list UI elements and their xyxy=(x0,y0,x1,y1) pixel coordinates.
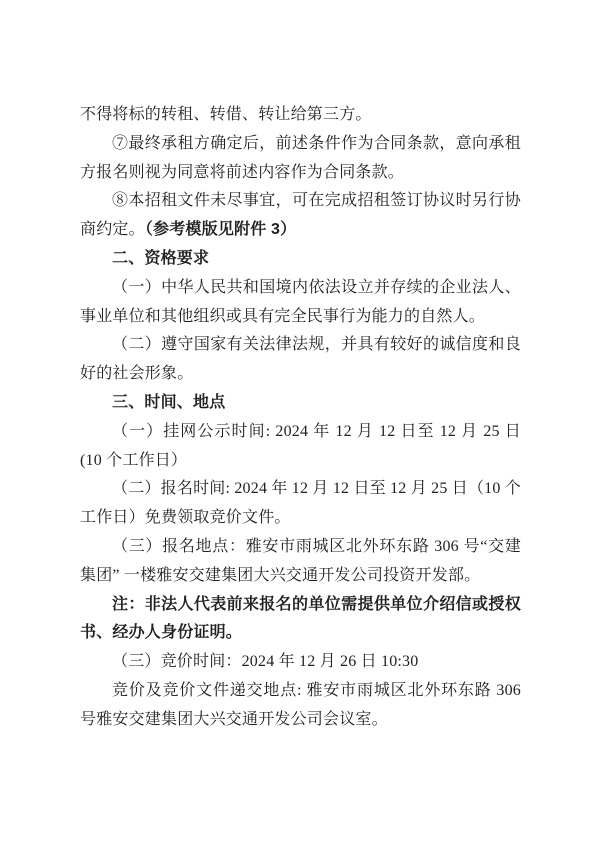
paragraph-note xyxy=(80,591,521,649)
text-run: （一）挂网公示时间: 2024 年 12 月 12 日至 12 月 25 日(10 个工作日） xyxy=(80,422,521,469)
paragraph-registration-place xyxy=(80,533,521,591)
paragraph-clause-8 xyxy=(80,187,521,245)
paragraph-qualification-1 xyxy=(80,274,521,332)
text-run: （三）报名地点：雅安市雨城区北外环东路 306 号“交建集团” 一楼雅安交建集团大兴交通开发公司投资开发部。 xyxy=(80,537,521,584)
paragraph-public-notice-time xyxy=(80,418,521,476)
text-run: （三）竞价时间：2024 年 12 月 26 日 10:30 xyxy=(112,653,419,671)
attachment-reference-bold: （参考模版见附件 3） xyxy=(144,221,297,239)
paragraph-bidding-place xyxy=(80,677,521,735)
text-run: 竞价及竞价文件递交地点: 雅安市雨城区北外环东路 306 号雅安交建集团大兴交通开发公司会议室。 xyxy=(80,681,521,728)
text-run: ⑦最终承租方确定后，前述条件作为合同条款，意向承租方报名则视为同意将前述内容作为合同条款。 xyxy=(80,134,521,181)
text-run: （一）中华人民共和国境内依法设立并存续的企业法人、事业单位和其他组织或具有完全民事行为能力的自然人。 xyxy=(80,278,521,325)
text-run: ⑧本招租文件未尽事宜，可在完成招租签订协议时另行协商约定。 xyxy=(80,192,521,239)
text-run: （二）报名时间: 2024 年 12 月 12 日至 12 月 25 日（10 个工作日）免费领取竞价文件。 xyxy=(80,480,521,527)
paragraph-bidding-time xyxy=(80,648,521,677)
paragraph-qualification-2 xyxy=(80,331,521,389)
text-run: （二）遵守国家有关法律法规，并具有较好的诚信度和良好的社会形象。 xyxy=(80,336,521,383)
heading-run: 三、时间、地点 xyxy=(112,393,226,411)
paragraph-registration-time xyxy=(80,475,521,533)
paragraph-continuation xyxy=(80,101,521,130)
heading-run: 二、资格要求 xyxy=(112,249,210,267)
note-run: 注：非法人代表前来报名的单位需提供单位介绍信或授权书、经办人身份证明。 xyxy=(80,595,521,642)
section-heading-qualifications xyxy=(80,245,521,274)
section-heading-time-place xyxy=(80,389,521,418)
paragraph-clause-7 xyxy=(80,130,521,188)
text-run: 不得将标的转租、转借、转让给第三方。 xyxy=(80,106,372,123)
document-body xyxy=(80,101,521,735)
